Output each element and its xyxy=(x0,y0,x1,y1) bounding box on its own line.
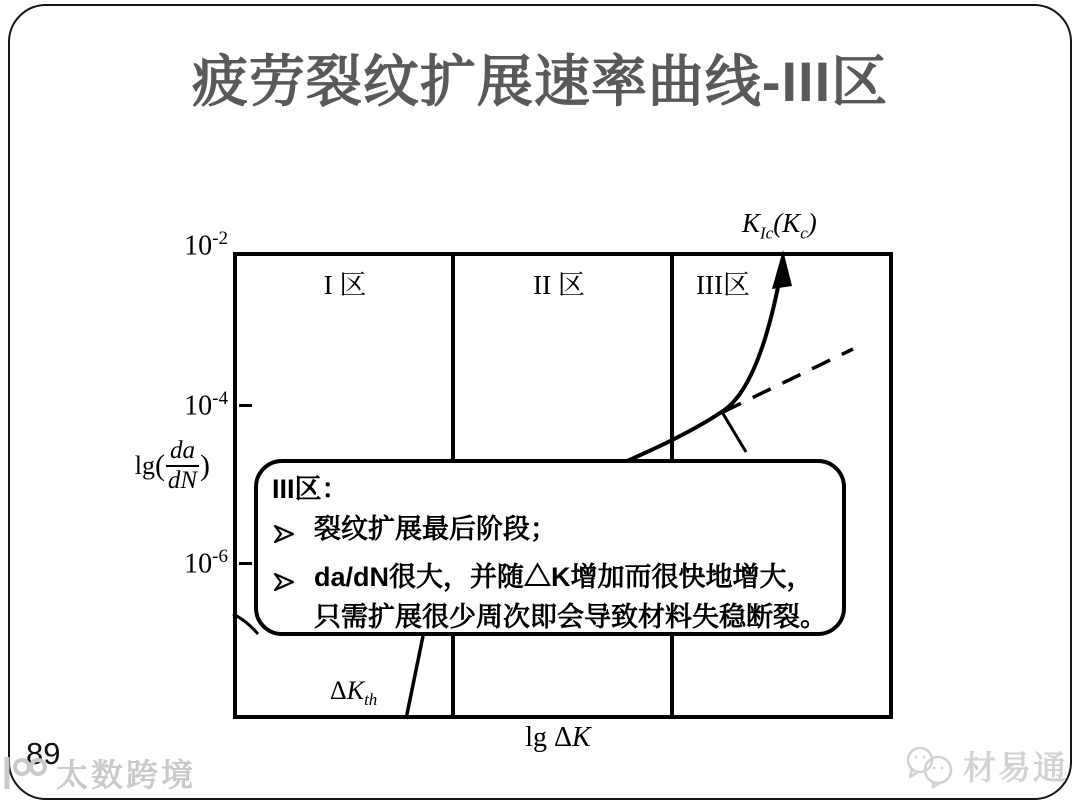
slide-title: 疲劳裂纹扩展速率曲线-III区 xyxy=(191,50,889,113)
delta-k-threshold-annotation: $\Delta K_{th}$ xyxy=(330,676,378,710)
da-dN-fraction: $\frac{da}{dN}$ xyxy=(167,436,198,494)
kic-annotation: $K_{Ic}(K_c)$ xyxy=(742,208,817,243)
watermark-bottom-right xyxy=(903,742,1068,789)
y-tick-label-3: $10^{-6}$ xyxy=(184,546,228,580)
callout-title: III区： xyxy=(272,474,349,504)
y-axis-label: lg ( $\frac{da}{dN}$ ) xyxy=(134,436,210,494)
x-axis-label: lg ΔK xyxy=(525,722,591,753)
y-tick-label-1: $10^{-2}$ xyxy=(184,228,228,262)
y-tick-mark-1 xyxy=(239,404,252,407)
infinity-logo-icon xyxy=(2,753,48,793)
watermark-bottom-left xyxy=(2,750,196,796)
page-number: 89 xyxy=(26,736,61,771)
callout-box xyxy=(254,459,846,636)
arrowhead-bullet-icon xyxy=(272,509,314,557)
y-tick-mark-2 xyxy=(239,562,252,565)
region-label-1: I 区 xyxy=(323,270,367,300)
y-tick-label-2: $10^{-4}$ xyxy=(184,388,228,422)
arrowhead-bullet-icon xyxy=(272,557,314,605)
region-label-2: II 区 xyxy=(533,270,585,300)
watermark-text: 材易通 xyxy=(963,749,1068,786)
callout-bullet-1: 裂纹扩展最后阶段； xyxy=(272,509,830,557)
chat-bubbles-logo-icon xyxy=(903,743,955,789)
region-label-3: III区 xyxy=(696,270,750,300)
callout-bullet-2: da/dN很大，并随△K增加而很快地增大， 只需扩展很少周次即会导致材料失稳断裂。 xyxy=(272,557,830,637)
watermark-text: 太数跨境 xyxy=(56,757,197,793)
